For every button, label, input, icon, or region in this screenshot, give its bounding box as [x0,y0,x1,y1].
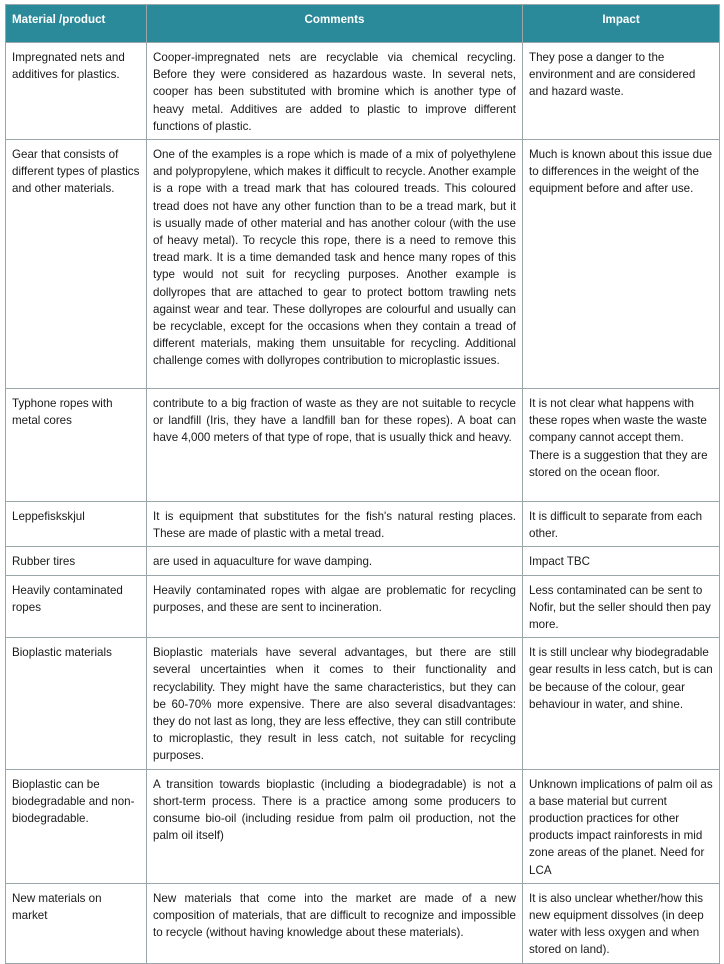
material-cell: Impregnated nets and additives for plastics. [6,43,147,140]
comments-cell: contribute to a big fraction of waste as they are not suitable to recycle or landfill (Iris, they have a landfill ban for these ropes). A boat can have 4,000 meters of that type of rope, that is usually thick and heavy. [147,389,523,502]
impact-cell: It is not clear what happens with these ropes when waste the waste company cannot accept them. There is a suggestion that they are stored on the ocean floor. [523,389,720,502]
comments-cell: It is equipment that substitutes for the fish's natural resting places. These are made of plastic with a metal tread. [147,502,523,547]
table-row [6,575,720,638]
impact-cell: Unknown implications of palm oil as a base material but current production practices for other products impact rainforests in mid zone areas of the planet. Need for LCA [523,769,720,883]
table-row [6,389,720,502]
material-cell: New materials on market [6,883,147,963]
impact-cell: Much is known about this issue due to differences in the weight of the equipment before and after use. [523,140,720,389]
material-cell: Typhone ropes with metal cores [6,389,147,502]
impact-cell: Impact TBC [523,547,720,575]
header-comments: Comments [147,5,523,43]
impact-cell: They pose a danger to the environment and are considered and hazard waste. [523,43,720,140]
material-cell: Heavily contaminated ropes [6,575,147,638]
comments-cell: Bioplastic materials have several advantages, but there are still several uncertainties when it comes to their functionality and recyclability. They might have the same characteristics, but they can be 60-70% more expensive. There are also several disadvantages: they do not last as long, they are less effective, they can still contribute to microplastic, they result in less catch, not suitable for recycling purposes. [147,638,523,769]
comments-cell: New materials that come into the market are made of a new composition of materials, that are difficult to recognize and impossible to recycle (without having knowledge about these materials). [147,883,523,963]
impact-cell: It is also unclear whether/how this new equipment dissolves (in deep water with less oxygen and when stored on land). [523,883,720,963]
table-row [6,547,720,575]
table-row [6,140,720,389]
table-row [6,638,720,769]
header-material: Material /product [6,5,147,43]
comments-cell: Heavily contaminated ropes with algae are problematic for recycling purposes, and these are sent to incineration. [147,575,523,638]
comments-cell: A transition towards bioplastic (including a biodegradable) is not a short-term process. There is a practice among some producers to consume bio-oil (including residue from palm oil production, not the palm oil itself) [147,769,523,883]
comments-cell: One of the examples is a rope which is made of a mix of polyethylene and polypropylene, which makes it difficult to recycle. Another example is a rope with a tread mark that has coloured treads. This coloured tread does not have any other function than to be a tread mark, but it is usually made of other material and has another colour (with the use of heavy metal). To recycle this rope, there is a need to remove this tread mark. It is a time demanded task and hence many ropes of this type would not suit for recycling purposes. Another example is dollyropes that are attached to gear to protect bottom trawling nets against wear and tear. These dollyropes are colourful and usually can be recyclable, except for the occasions when they contain a tread of different materials, making them unsuitable for recycling. Additional challenge comes with dollyropes contribution to microplastic issues. [147,140,523,389]
table-row [6,769,720,883]
table-row [6,502,720,547]
material-cell: Bioplastic can be biodegradable and non-biodegradable. [6,769,147,883]
table-row [6,43,720,140]
material-cell: Gear that consists of different types of plastics and other materials. [6,140,147,389]
table-row [6,883,720,963]
materials-table [5,4,720,964]
header-row [6,5,720,43]
header-impact: Impact [523,5,720,43]
material-cell: Bioplastic materials [6,638,147,769]
impact-cell: It is difficult to separate from each other. [523,502,720,547]
impact-cell: It is still unclear why biodegradable gear results in less catch, but is can be because of the colour, gear behaviour in water, and shine. [523,638,720,769]
comments-cell: are used in aquaculture for wave damping. [147,547,523,575]
material-cell: Rubber tires [6,547,147,575]
comments-cell: Cooper-impregnated nets are recyclable via chemical recycling. Before they were considered as hazardous waste. In several nets, cooper has been substituted with bromine which is another type of heavy metal. Additives are added to plastic to improve different functions of plastic. [147,43,523,140]
material-cell: Leppefiskskjul [6,502,147,547]
impact-cell: Less contaminated can be sent to Nofir, but the seller should then pay more. [523,575,720,638]
